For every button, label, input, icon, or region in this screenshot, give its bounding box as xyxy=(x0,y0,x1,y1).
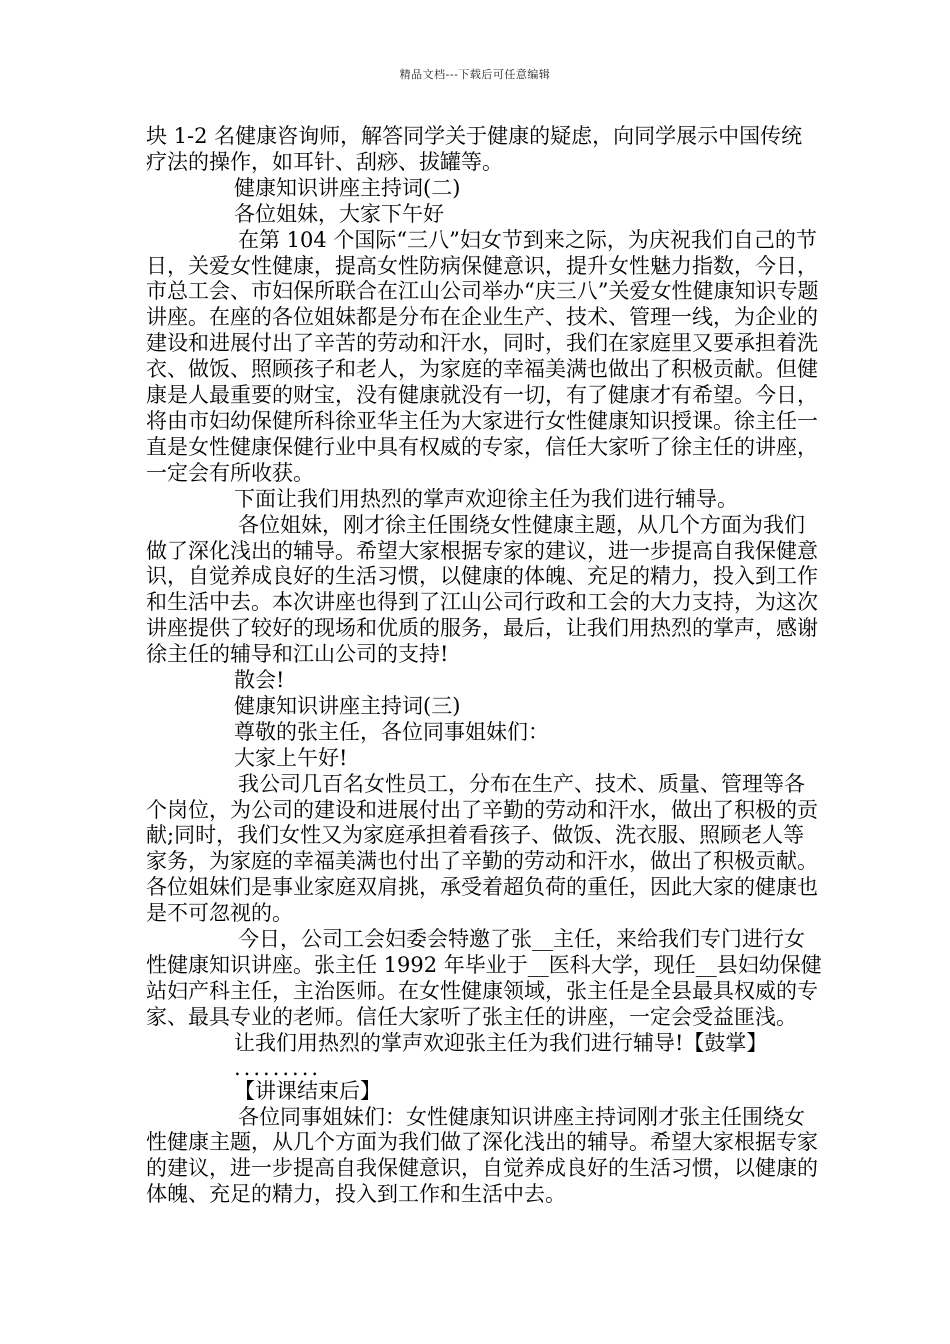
paragraph: 下面让我们用热烈的掌声欢迎徐主任为我们进行辅导。 xyxy=(234,486,738,511)
paragraph: 今日，公司工会妇委会特邀了张__主任，来给我们专门进行女性健康知识讲座。张主任 1992 年毕业于__医科大学，现任__县妇幼保健站妇产科主任，主治医师。在女性健康领域，张主任是全县最具权威的专家、最具专业的老师。信任大家听了张主任的讲座，一定会受益匪浅。 xyxy=(146,927,822,1029)
section-heading-3: 健康知识讲座主持词(三) xyxy=(234,693,461,718)
page-header: 精品文档---下载后可任意编辑 xyxy=(399,68,551,81)
document-body xyxy=(146,124,822,1208)
greeting: 大家上午好! xyxy=(234,745,348,770)
paragraph: 在第 104 个国际“三八”妇女节到来之际，为庆祝我们自己的节日，关爱女性健康，提高女性防病保健意识，提升女性魅力指数，今日，市总工会、市妇保所联合在江山公司举办“庆三八”关爱女性健康知识专题讲座。在座的各位姐妹都是分布在企业生产、技术、管理一线，为企业的建设和进展付出了辛苦的劳动和汗水，同时，我们在家庭里又要承担着洗衣、做饭、照顾孩子和老人，为家庭的幸福美满也做出了积极贡献。但健康是人最重要的财宝，没有健康就没有一切，有了健康才有希望。今日，将由市妇幼保健所科徐亚华主任为大家进行女性健康知识授课。徐主任一直是女性健康保健行业中具有权威的专家，信任大家听了徐主任的讲座，一定会有所收获。 xyxy=(146,227,819,485)
section-heading-2: 健康知识讲座主持词(二) xyxy=(234,175,461,200)
stage-note: 【讲课结束后】 xyxy=(234,1078,381,1103)
paragraph: 各位同事姐妹们：女性健康知识讲座主持词刚才张主任围绕女性健康主题，从几个方面为我们做了深化浅出的辅导。希望大家根据专家的建议，进一步提高自我保健意识，自觉养成良好的生活习惯，以健康的体魄、充足的精力，投入到工作和生活中去。 xyxy=(146,1104,818,1207)
paragraph: 我公司几百名女性员工，分布在生产、技术、质量、管理等各个岗位，为公司的建设和进展付出了辛勤的劳动和汗水，做出了积极的贡献;同时，我们女性又为家庭承担着看孩子、做饭、洗衣服、照顾老人等家务，为家庭的幸福美满也付出了辛勤的劳动和汗水，做出了积极贡献。各位姐妹们是事业家庭双肩挑，承受着超负荷的重任，因此大家的健康也是不可忽视的。 xyxy=(146,771,818,926)
paragraph: 各位姐妹，刚才徐主任围绕女性健康主题，从几个方面为我们做了深化浅出的辅导。希望大家根据专家的建议，进一步提高自我保健意识，自觉养成良好的生活习惯，以健康的体魄、充足的精力，投入到工作和生活中去。本次讲座也得到了江山公司行政和工会的大力支持，为这次讲座提供了较好的现场和优质的服务，最后，让我们用热烈的掌声，感谢徐主任的辅导和江山公司的支持! xyxy=(146,512,818,667)
greeting: 各位姐妹，大家下午好 xyxy=(234,201,444,226)
closing-line: 散会! xyxy=(234,668,285,693)
ellipsis-line: ......... xyxy=(234,1055,322,1080)
salutation: 尊敬的张主任，各位同事姐妹们： xyxy=(234,719,549,744)
paragraph-continuation: 块 1-2 名健康咨询师，解答同学关于健康的疑虑，向同学展示中国传统疗法的操作，如耳针、刮痧、拔罐等。 xyxy=(146,124,803,174)
paragraph: 让我们用热烈的掌声欢迎张主任为我们进行辅导!【鼓掌】 xyxy=(234,1030,768,1055)
